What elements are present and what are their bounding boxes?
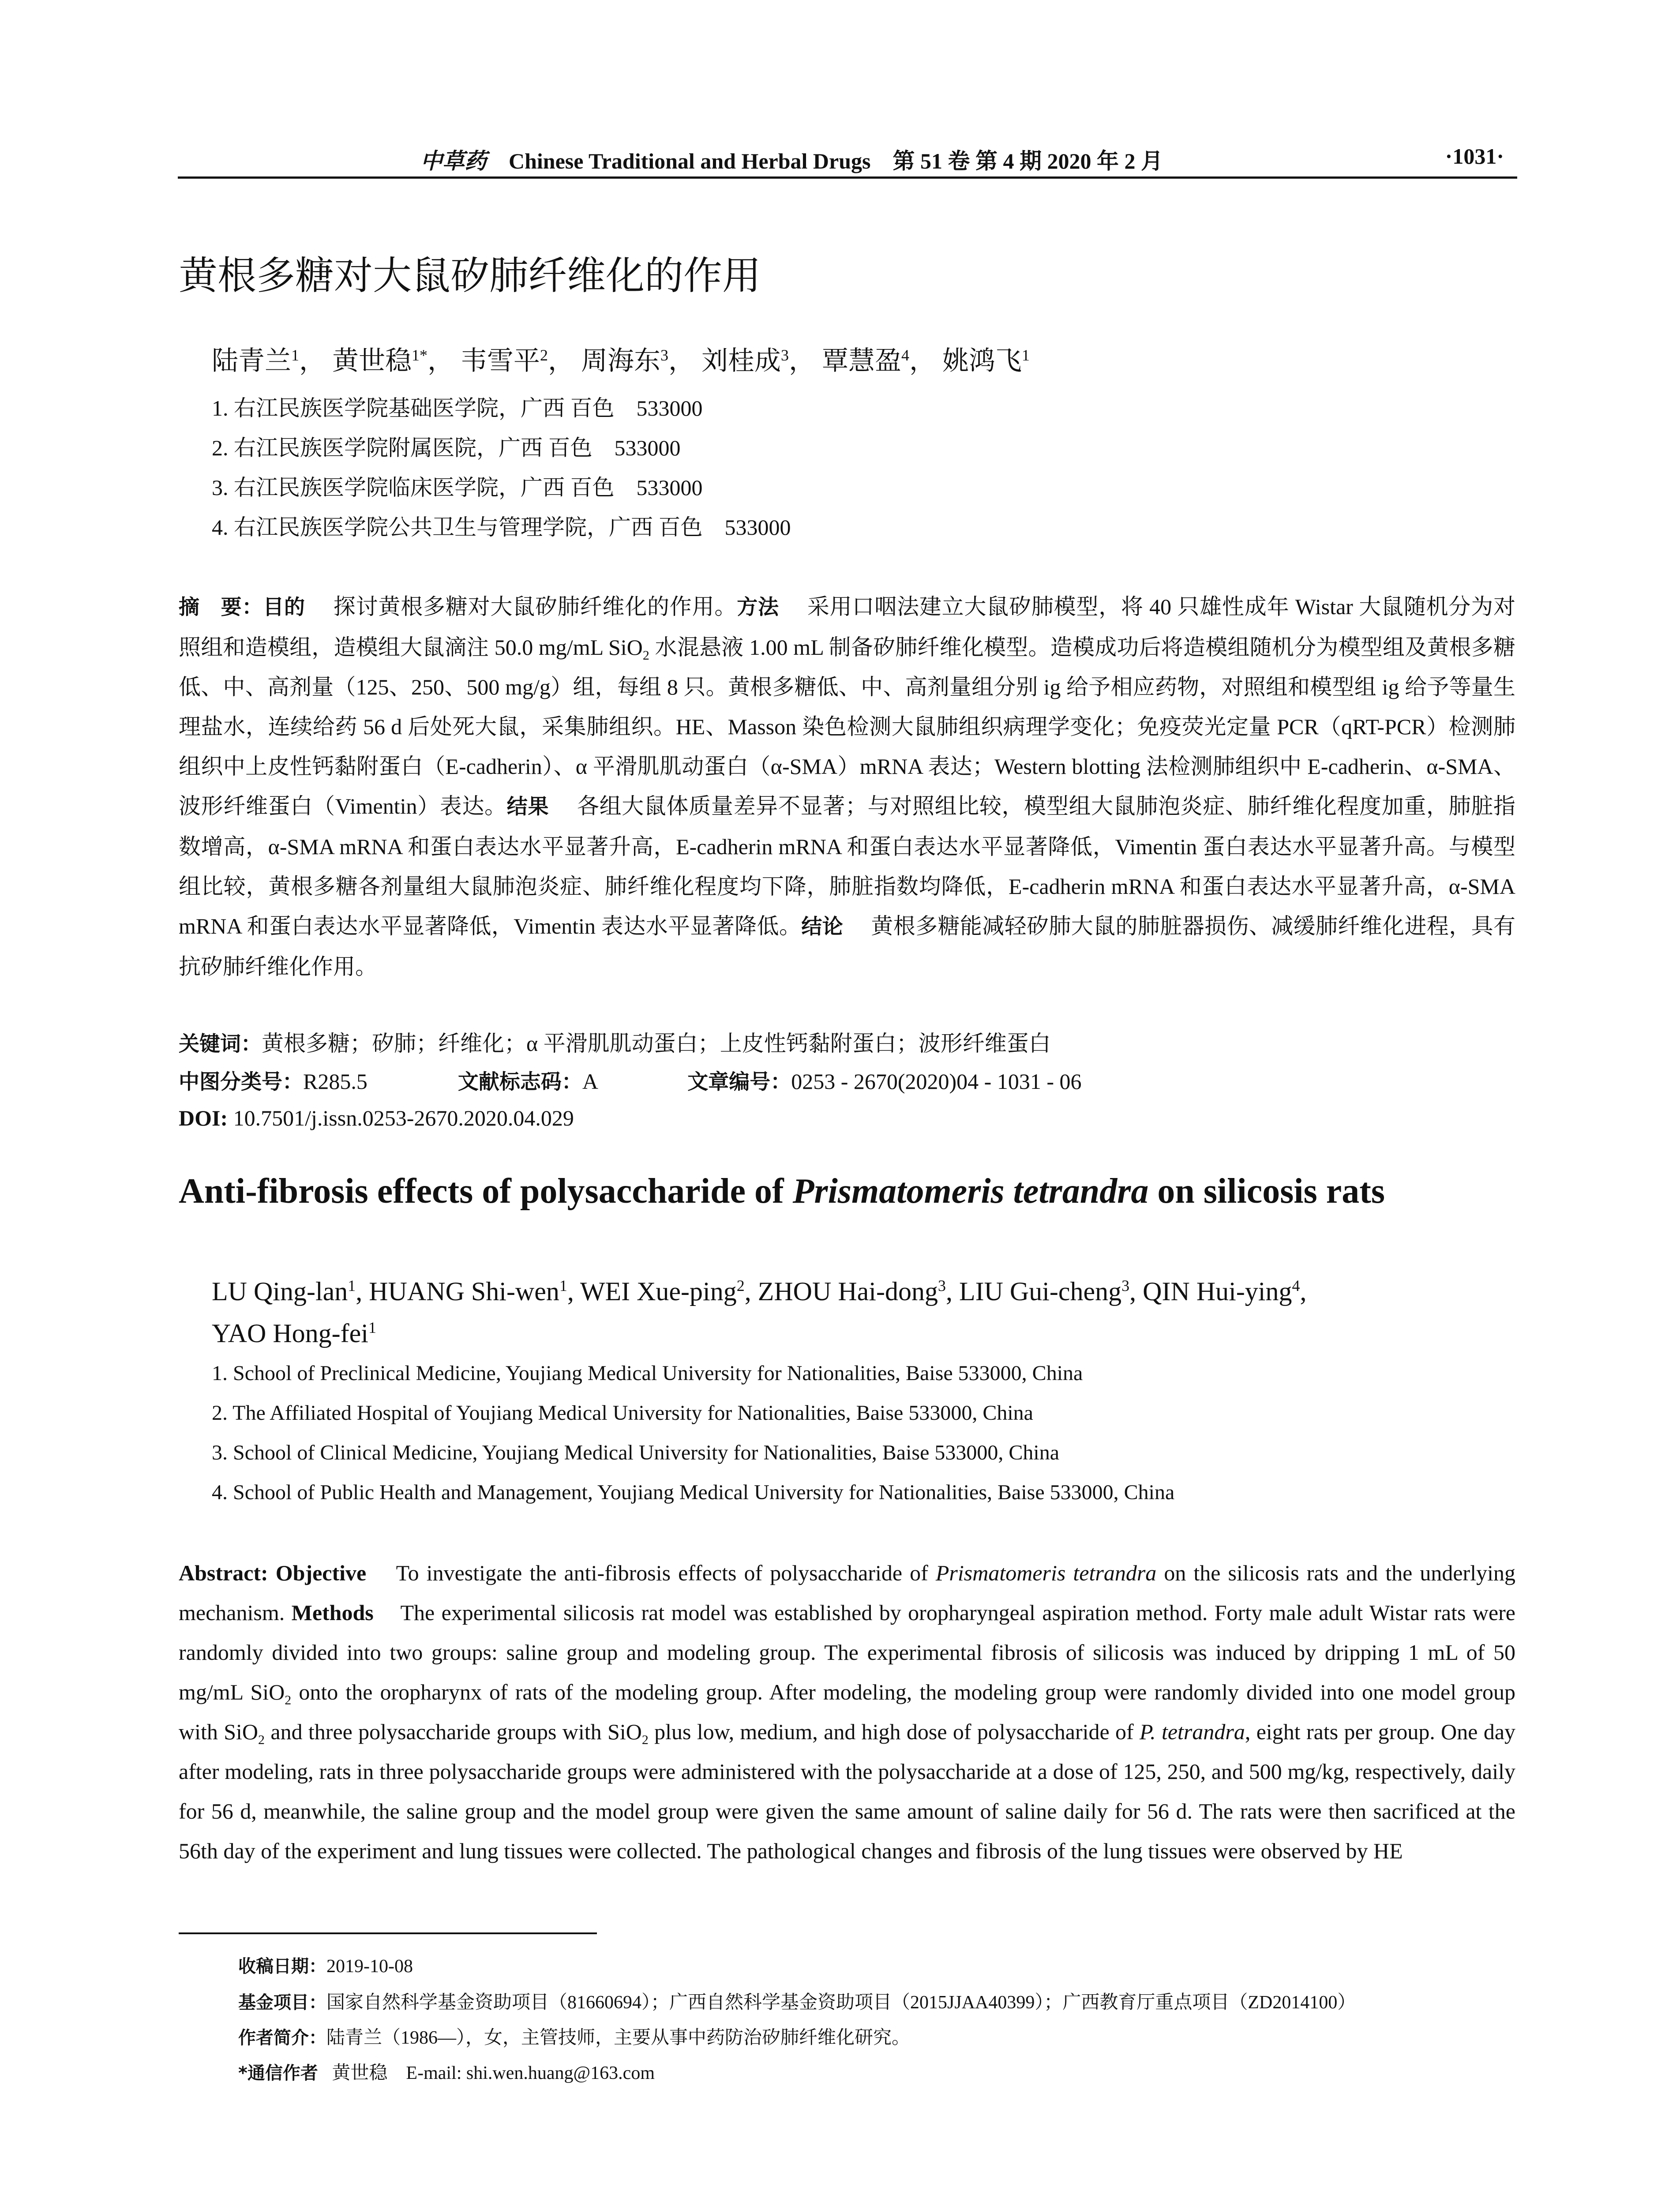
author-name: 姚鸿飞 (942, 346, 1022, 375)
affiliation-cn: 1. 右江民族医学院基础医学院，广西 百色 533000 (212, 396, 703, 420)
author-name: 黄世稳 (332, 346, 412, 375)
clc-label: 中图分类号： (179, 1070, 303, 1094)
methods-text-en: onto the oropharynx of rats of the modeling group. After modeling, the modeling group were randomly divided into one model group with SiO (179, 1680, 1515, 1744)
subscript: 2 (258, 1733, 265, 1747)
abstract-label: 摘 要： (179, 595, 263, 619)
author-sup: 1 (348, 1277, 356, 1294)
footnote-text: 国家自然科学基金资助项目（81660694）；广西自然科学基金资助项目（2015JJAA40399）；广西教育厅重点项目（ZD2014100） (326, 1992, 1356, 2013)
objective-label: 目的 (263, 595, 305, 619)
abstract-cn (179, 587, 1515, 987)
running-header (178, 143, 1517, 174)
author-sup: 2 (736, 1277, 745, 1294)
doc-code-value: A (582, 1069, 597, 1094)
author-sup: 2 (540, 346, 548, 364)
author-name: LU Qing-lan (212, 1277, 348, 1306)
keywords-cn (179, 1026, 1051, 1058)
author-sup: 3 (781, 346, 789, 364)
title-species: Prismatomeris tetrandra (792, 1172, 1149, 1211)
author-name: QIN Hui-ying (1143, 1277, 1292, 1306)
doi-value[interactable]: 10.7501/j.issn.0253-2670.2020.04.029 (233, 1106, 574, 1130)
title-part: on silicosis rats (1148, 1172, 1385, 1211)
author-sup: 4 (901, 346, 909, 364)
conclusion-text: 黄根多糖能减轻矽肺大鼠的肺脏器损伤、减缓肺纤维化进程，具有抗矽肺纤维化作用。 (179, 914, 1516, 979)
author-sup: 1 (291, 346, 299, 364)
footnote-label: 收稿日期： (238, 1956, 326, 1977)
methods-text-en: and three polysaccharide groups with SiO (265, 1719, 642, 1744)
journal-name-en: Chinese Traditional and Herbal Drugs (509, 149, 871, 173)
doi-label: DOI: (179, 1106, 228, 1130)
author-name: 韦雪平 (461, 346, 540, 375)
author-sup: 1 (368, 1319, 376, 1336)
subscript: 2 (642, 648, 649, 663)
keywords-text: 黄根多糖；矽肺；纤维化；α 平滑肌肌动蛋白；上皮性钙黏附蛋白；波形纤维蛋白 (262, 1031, 1051, 1056)
authors-cn: 陆青兰$^1$， 黄世稳$^{1*}$， 韦雪平$^2$， 周海东$^3$， 刘桂成$^3$， 覃慧盈$^4$， 姚鸿飞$^1$ (212, 346, 1030, 375)
affiliation-en: 4. School of Public Health and Management, Youjiang Medical University for Nationalities, Baise 533000, China (212, 1481, 1175, 1504)
title-part: Anti-fibrosis effects of polysaccharide of (179, 1172, 793, 1211)
classification-line (179, 1065, 1081, 1095)
affiliation-cn: 3. 右江民族医学院临床医学院，广西 百色 533000 (212, 475, 703, 500)
methods-text-en: , eight rats per group. One day after modeling, rats in three polysaccharide groups were administered with the polysaccharide at a dose of 125, 250, and 500 mg/kg, respectively, daily for 56 d, meanwhile, the saline group and the model group were given the same amount of saline daily for 56 d. The rats were then sacrificed at the 56th day of the experiment and lung tissues were collected. The pathological changes and fibrosis of the lung tissues were observed by HE (179, 1719, 1516, 1863)
keywords-label: 关键词： (179, 1032, 262, 1056)
doi-line (179, 1105, 574, 1131)
footnote-received (238, 1952, 413, 1977)
author-name: WEI Xue-ping (580, 1277, 737, 1306)
footnote-divider (179, 1932, 597, 1934)
journal-name-cn: 中草药 (420, 148, 487, 174)
abstract-label-en: Abstract: Objective (179, 1561, 367, 1585)
author-name: ZHOU Hai-dong (758, 1277, 938, 1306)
author-name: 周海东 (581, 346, 660, 375)
article-number-label: 文章编号： (687, 1070, 791, 1094)
footnote-text: 2019-10-08 (326, 1956, 413, 1977)
results-label: 结果 (506, 795, 549, 819)
affiliation-en: 2. The Affiliated Hospital of Youjiang Medical University for Nationalities, Baise 533000, China (212, 1401, 1033, 1425)
doc-code-label: 文献标志码： (458, 1070, 582, 1094)
objective-text: 探讨黄根多糖对大鼠矽肺纤维化的作用。 (333, 594, 737, 619)
affiliation-en: 3. School of Clinical Medicine, Youjiang Medical University for Nationalities, Baise 533000, China (212, 1441, 1060, 1464)
author-sup: 1 (1022, 346, 1030, 364)
methods-text-en: plus low, medium, and high dose of polysaccharide of (648, 1719, 1140, 1744)
objective-text-en: on the silicosis rats and the underlying mechanism. (179, 1561, 1515, 1625)
article-title-en (179, 1171, 1385, 1212)
authors-en: LU Qing-lan$^1$, HUANG Shi-wen$^1$, WEI Xue-ping$^2$, ZHOU Hai-dong$^3$, LIU Gui-cheng$^3$, QIN Hui-ying$^4$, YAO Hong-fei$^1$ (212, 1277, 1307, 1348)
author-name: LIU Gui-cheng (959, 1277, 1122, 1306)
affiliation-cn: 4. 右江民族医学院公共卫生与管理学院，广西 百色 533000 (212, 515, 791, 540)
header-divider (178, 176, 1517, 179)
footnote-label: 基金项目： (238, 1992, 326, 2013)
author-sup: 3 (660, 346, 668, 364)
objective-text-en: To investigate the anti-fibrosis effects of polysaccharide of (396, 1561, 936, 1585)
results-text: 各组大鼠体质量差异不显著；与对照组比较，模型组大鼠肺泡炎症、肺纤维化程度加重，肺脏指数增高，α-SMA mRNA 和蛋白表达水平显著升高，E-cadherin mRNA 和蛋白表达水平显著降低，Vimentin 蛋白表达水平显著升高。与模型组比较，黄根多糖各剂量组大鼠肺泡炎症、肺纤维化程度均下降，肺脏指数均降低，E-cadherin mRNA 和蛋白表达水平显著升高，α-SMA mRNA 和蛋白表达水平显著降低，Vimentin 表达水平显著降低。 (179, 794, 1516, 938)
footnote-label: 作者简介： (238, 2028, 326, 2048)
author-sup: 3 (938, 1277, 946, 1294)
footnote-label: *通信作者 (238, 2063, 318, 2083)
methods-text: 水混悬液 1.00 mL 制备矽肺纤维化模型。造模成功后将造模组随机分为模型组及黄根多糖低、中、高剂量（125、250、500 mg/g）组，每组 8 只。黄根多糖低、中、高剂量组分别 ig 给予相应药物，对照组和模型组 ig 给予等量生理盐水，连续给药 56 d 后处死大鼠，采集肺组织。HE、Masson 染色检测大鼠肺组织病理学变化；免疫荧光定量 PCR（qRT-PCR）检测肺组织中上皮性钙黏附蛋白（E-cadherin）、α 平滑肌肌动蛋白（α-SMA）mRNA 表达；Western blotting 法检测肺组织中 E-cadherin、α-SMA、波形纤维蛋白（Vimentin）表达。 (179, 635, 1516, 818)
conclusion-label: 结论 (801, 915, 844, 939)
author-sup: 1 (559, 1277, 567, 1294)
footnote-fund (238, 1988, 1356, 2014)
methods-label-en: Methods (291, 1600, 374, 1625)
author-name: 覃慧盈 (822, 346, 901, 375)
journal-line (420, 143, 1163, 175)
author-name: 陆青兰 (212, 346, 291, 375)
issue-info: 第 51 卷 第 4 期 2020 年 2 月 (892, 149, 1163, 173)
footnote-bio (238, 2023, 910, 2049)
subscript: 2 (285, 1693, 292, 1707)
author-name: YAO Hong-fei (212, 1319, 368, 1348)
footnote-text: 黄世稳 E-mail: shi.wen.huang@163.com (332, 2063, 655, 2083)
species-italic: P. tetrandra (1140, 1719, 1245, 1744)
methods-text: 采用口咽法建立大鼠矽肺模型，将 40 只雄性成年 Wistar 大鼠随机分为对照组和造模组，造模组大鼠滴注 50.0 mg/mL SiO (179, 594, 1516, 660)
footnote-corresponding (238, 2058, 655, 2085)
methods-label: 方法 (737, 595, 779, 619)
author-name: HUANG Shi-wen (369, 1277, 559, 1306)
author-name: 刘桂成 (701, 346, 781, 375)
author-sup: 1* (412, 346, 428, 364)
affiliation-en: 1. School of Preclinical Medicine, Youjiang Medical University for Nationalities, Baise 533000, China (212, 1362, 1083, 1385)
methods-text-en: The experimental silicosis rat model was established by oropharyngeal aspiration method. Forty male adult Wistar rats were randomly divided into two groups: saline group and modeling group. The experimental fibrosis of silicosis was induced by dripping 1 mL of 50 mg/mL SiO (179, 1600, 1515, 1704)
affiliation-cn: 2. 右江民族医学院附属医院，广西 百色 533000 (212, 435, 681, 460)
article-title-cn: 黄根多糖对大鼠矽肺纤维化的作用 (179, 253, 761, 298)
abstract-en (179, 1553, 1515, 1871)
author-sup: 3 (1121, 1277, 1130, 1294)
author-sup: 4 (1292, 1277, 1300, 1294)
subscript: 2 (641, 1733, 649, 1747)
species-italic: Prismatomeris tetrandra (935, 1561, 1157, 1585)
clc-value: R285.5 (303, 1069, 368, 1094)
footnote-text: 陆青兰（1986—），女，主管技师，主要从事中药防治矽肺纤维化研究。 (326, 2028, 911, 2048)
page-number: ·1031· (1445, 144, 1504, 169)
article-number-value: 0253 - 2670(2020)04 - 1031 - 06 (791, 1069, 1082, 1094)
